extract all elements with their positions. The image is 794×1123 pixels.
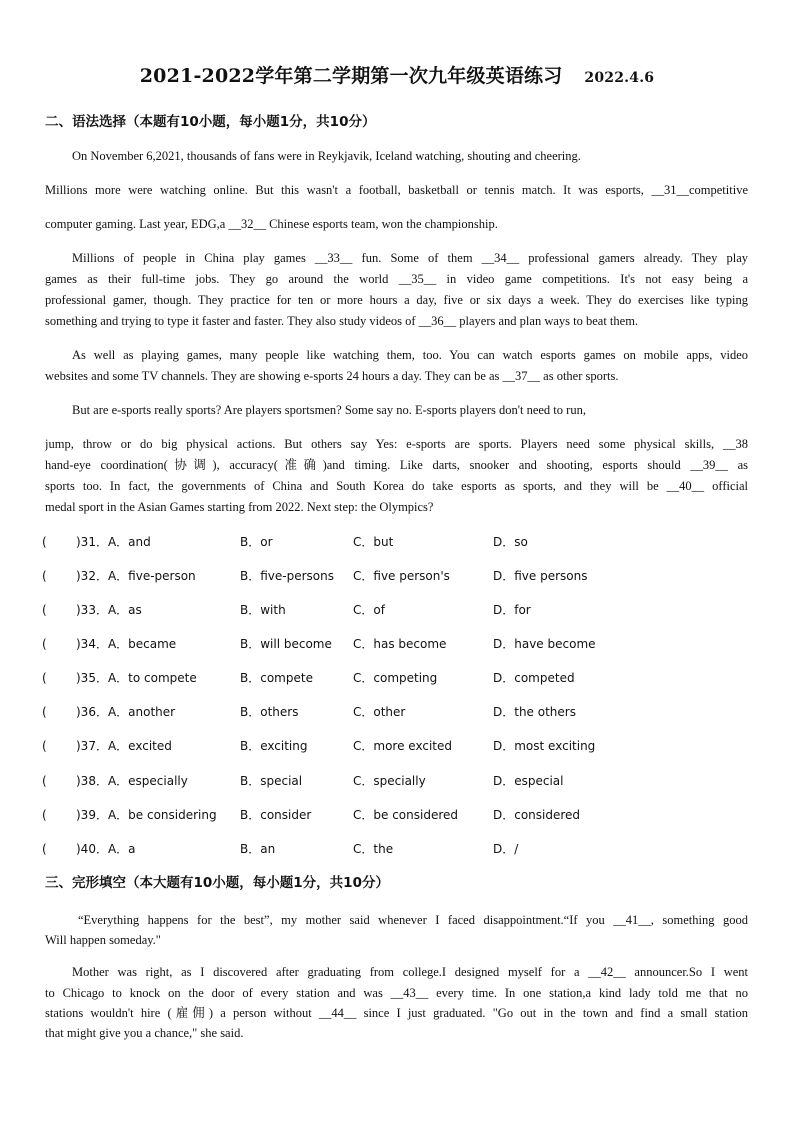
question-32 <box>42 566 748 586</box>
question-34 <box>42 634 748 654</box>
passage-line: Mother was right, as I discovered after graduating from college.I designed myself for a __42__ announcer.So I went <box>72 965 748 979</box>
passage-line: As well as playing games, many people like watching them, too. You can watch esports games on mobile apps, video <box>72 348 748 362</box>
answer-paren[interactable]: ( <box>42 569 47 583</box>
passage-line: Will happen someday." <box>45 933 161 947</box>
option-c: C．has become <box>353 637 447 651</box>
option-d: D．especial <box>493 774 564 788</box>
question-36 <box>42 702 748 722</box>
question-35 <box>42 668 748 688</box>
question-31 <box>42 532 748 552</box>
option-a: )36．A．another <box>76 705 176 719</box>
option-d: D．competed <box>493 671 575 685</box>
option-b: B．consider <box>240 808 312 822</box>
passage-line: stations wouldn't hire (雇佣) a person without __44__ since I just graduated. "Go out in the town and find a small station <box>45 1006 748 1020</box>
option-c: C．but <box>353 535 394 549</box>
option-c: C．specially <box>353 774 426 788</box>
passage-line: sports too. In fact, the governments of China and South Korea do take esports as sports, and they will be __40__ official <box>45 479 748 493</box>
page-title <box>0 66 794 89</box>
answer-paren[interactable]: ( <box>42 671 47 685</box>
answer-paren[interactable]: ( <box>42 637 47 651</box>
option-a: )37．A．excited <box>76 739 172 753</box>
answer-paren[interactable]: ( <box>42 774 47 788</box>
option-b: B．exciting <box>240 739 308 753</box>
passage-line: to Chicago to knock on the door of every station and was __43__ every time. In one station,a kind lady told me that no <box>45 986 748 1000</box>
passage-line: But are e-sports really sports? Are players sportsmen? Some say no. E-sports players don't need to run, <box>72 403 586 417</box>
option-a: )35．A．to compete <box>76 671 197 685</box>
passage-line: websites and some TV channels. They are showing e-sports 24 hours a day. They can be as __37__ as other sports. <box>45 369 619 383</box>
option-b: B．others <box>240 705 299 719</box>
option-d: D．for <box>493 603 531 617</box>
answer-paren[interactable]: ( <box>42 739 47 753</box>
answer-paren[interactable]: ( <box>42 705 47 719</box>
option-d: D．five persons <box>493 569 588 583</box>
question-40 <box>42 839 748 859</box>
option-c: C．other <box>353 705 406 719</box>
option-c: C．five person's <box>353 569 450 583</box>
passage-line: computer gaming. Last year, EDG,a __32__ Chinese esports team, won the championship. <box>45 217 498 231</box>
question-33 <box>42 600 748 620</box>
option-b: B．or <box>240 535 273 549</box>
passage-line: that might give you a chance," she said. <box>45 1026 244 1040</box>
option-a: )33．A．as <box>76 603 142 617</box>
passage-line: professional gamer, though. They practice for ten or more hours a day, five or six days a week. They do exercises like typing <box>45 293 748 307</box>
option-b: B．five-persons <box>240 569 334 583</box>
option-a: )32．A．five-person <box>76 569 196 583</box>
option-a: )34．A．became <box>76 637 177 651</box>
option-b: B．special <box>240 774 303 788</box>
option-d: D．most exciting <box>493 739 596 753</box>
passage-line: hand-eye coordination(协调), accuracy(准确)and timing. Like darts, snooker and shooting, esports should __39__ as <box>45 458 748 472</box>
answer-paren[interactable]: ( <box>42 603 47 617</box>
section3-heading: 三、完形填空（本大题有10小题，每小题1分，共10分） <box>45 875 389 891</box>
option-a: )31．A．and <box>76 535 151 549</box>
answer-paren[interactable]: ( <box>42 535 47 549</box>
option-d: D．considered <box>493 808 581 822</box>
passage-line: “Everything happens for the best”, my mother said whenever I faced disappointment.“If you __41__, something good <box>78 913 748 927</box>
option-b: B．will become <box>240 637 332 651</box>
option-a: )39．A．be considering <box>76 808 217 822</box>
option-a: )40．A．a <box>76 842 136 856</box>
section2-heading: 二、语法选择（本题有10小题，每小题1分，共10分） <box>45 114 376 130</box>
option-d: D．the others <box>493 705 576 719</box>
exam-title: 2021-2022学年第二学期第一次九年级英语练习 <box>139 65 563 87</box>
answer-paren[interactable]: ( <box>42 808 47 822</box>
question-39 <box>42 805 748 825</box>
option-b: B．compete <box>240 671 313 685</box>
passage-line: jump, throw or do big physical actions. But others say Yes: e-sports are sports. Players need some physical skills, __38 <box>45 437 748 451</box>
passage-line: medal sport in the Asian Games starting from 2022. Next step: the Olympics? <box>45 500 434 514</box>
option-c: C．of <box>353 603 385 617</box>
option-d: D．/ <box>493 842 519 856</box>
option-c: C．the <box>353 842 394 856</box>
option-a: )38．A．especially <box>76 774 188 788</box>
option-b: B．an <box>240 842 276 856</box>
passage-line: Millions more were watching online. But this wasn't a football, basketball or tennis match. It was esports, __31__competitive <box>45 183 748 197</box>
option-c: C．competing <box>353 671 438 685</box>
option-c: C．more excited <box>353 739 452 753</box>
exam-date: 2022.4.6 <box>584 70 655 86</box>
passage-line: something and trying to type it faster and faster. They also study videos of __36__ players and plan ways to beat them. <box>45 314 639 328</box>
option-c: C．be considered <box>353 808 458 822</box>
question-37 <box>42 736 748 756</box>
passage-line: On November 6,2021, thousands of fans were in Reykjavik, Iceland watching, shouting and cheering. <box>72 149 581 163</box>
option-d: D．so <box>493 535 528 549</box>
option-b: B．with <box>240 603 286 617</box>
passage-line: games as their full-time jobs. They go around the world __35__ in video game competitions. It's not easy being a <box>45 272 748 286</box>
question-38 <box>42 771 748 791</box>
passage-line: Millions of people in China play games __33__ fun. Some of them __34__ professional gamers already. They play <box>72 251 748 265</box>
answer-paren[interactable]: ( <box>42 842 47 856</box>
option-d: D．have become <box>493 637 596 651</box>
